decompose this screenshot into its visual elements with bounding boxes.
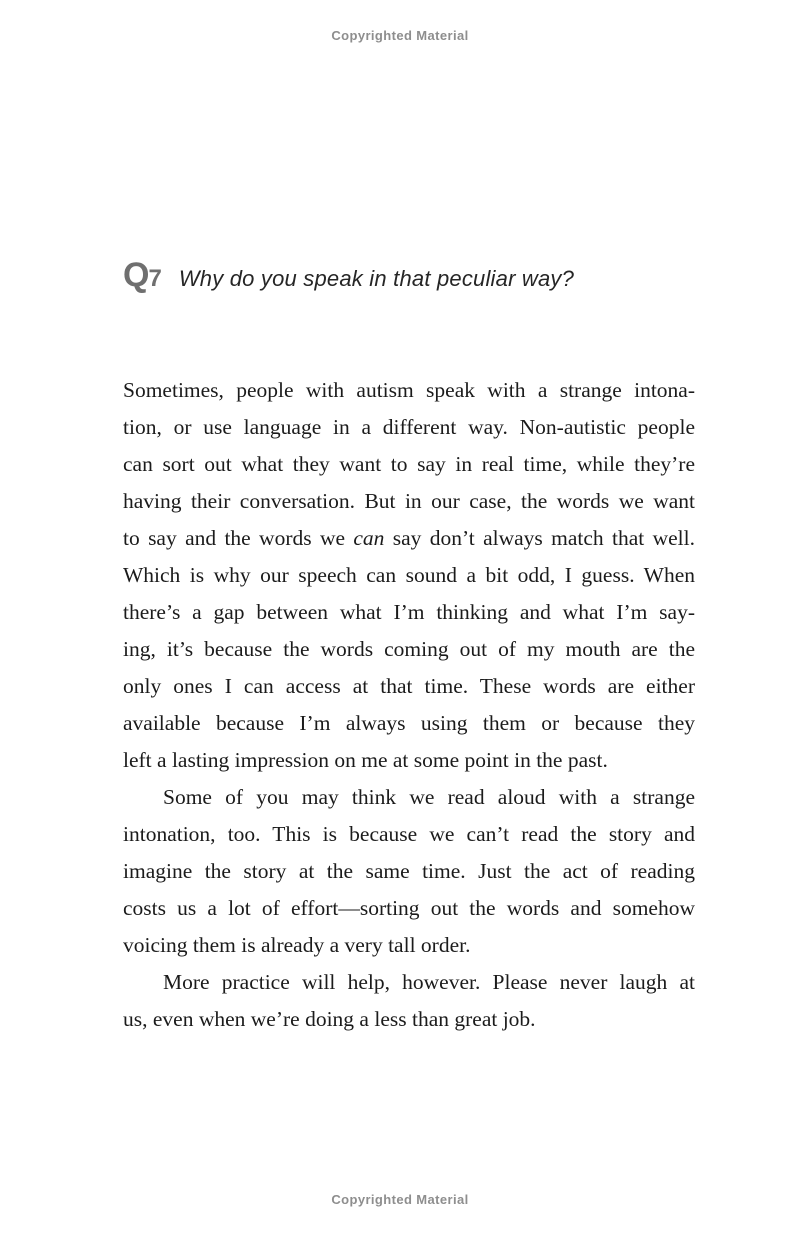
copyright-notice-top: Copyrighted Material bbox=[331, 28, 469, 43]
text-line: More practice will help, however. Please never laugh at bbox=[163, 970, 695, 994]
text-line: there’s a gap between what I’m thinking and what I’m say- bbox=[123, 600, 695, 624]
paragraph bbox=[123, 372, 695, 779]
text-line: available because I’m always using them or because they bbox=[123, 711, 695, 735]
paragraph bbox=[123, 779, 695, 964]
question-heading bbox=[123, 258, 574, 293]
text-line: Which is why our speech can sound a bit odd, I guess. When bbox=[123, 563, 695, 587]
text-line: having their conversation. But in our case, the words we want bbox=[123, 489, 695, 513]
text-line: imagine the story at the same time. Just the act of reading bbox=[123, 859, 695, 883]
text-line: voicing them is already a very tall order. bbox=[123, 933, 471, 957]
text-line: can sort out what they want to say in real time, while they’re bbox=[123, 452, 695, 476]
q-label: Q bbox=[123, 256, 149, 294]
text-line: costs us a lot of effort—sorting out the words and somehow bbox=[123, 896, 695, 920]
body-text bbox=[123, 372, 695, 1038]
text-line: intonation, too. This is because we can’t read the story and bbox=[123, 822, 695, 846]
text-line: tion, or use language in a different way. Non-autistic people bbox=[123, 415, 695, 439]
text-line: us, even when we’re doing a less than great job. bbox=[123, 1007, 536, 1031]
text-line: only ones I can access at that time. These words are either bbox=[123, 674, 695, 698]
paragraph bbox=[123, 964, 695, 1038]
text-line: ing, it’s because the words coming out of my mouth are the bbox=[123, 637, 695, 661]
q-number: 7 bbox=[148, 265, 162, 292]
text-line: Some of you may think we read aloud with a strange bbox=[163, 785, 695, 809]
text-line: left a lasting impression on me at some point in the past. bbox=[123, 748, 608, 772]
text-line: to say and the words we can say don’t always match that well. bbox=[123, 526, 695, 550]
text-line: Sometimes, people with autism speak with a strange intona- bbox=[123, 378, 695, 402]
question-text: Why do you speak in that peculiar way? bbox=[178, 266, 575, 291]
copyright-notice-bottom: Copyrighted Material bbox=[331, 1192, 469, 1207]
